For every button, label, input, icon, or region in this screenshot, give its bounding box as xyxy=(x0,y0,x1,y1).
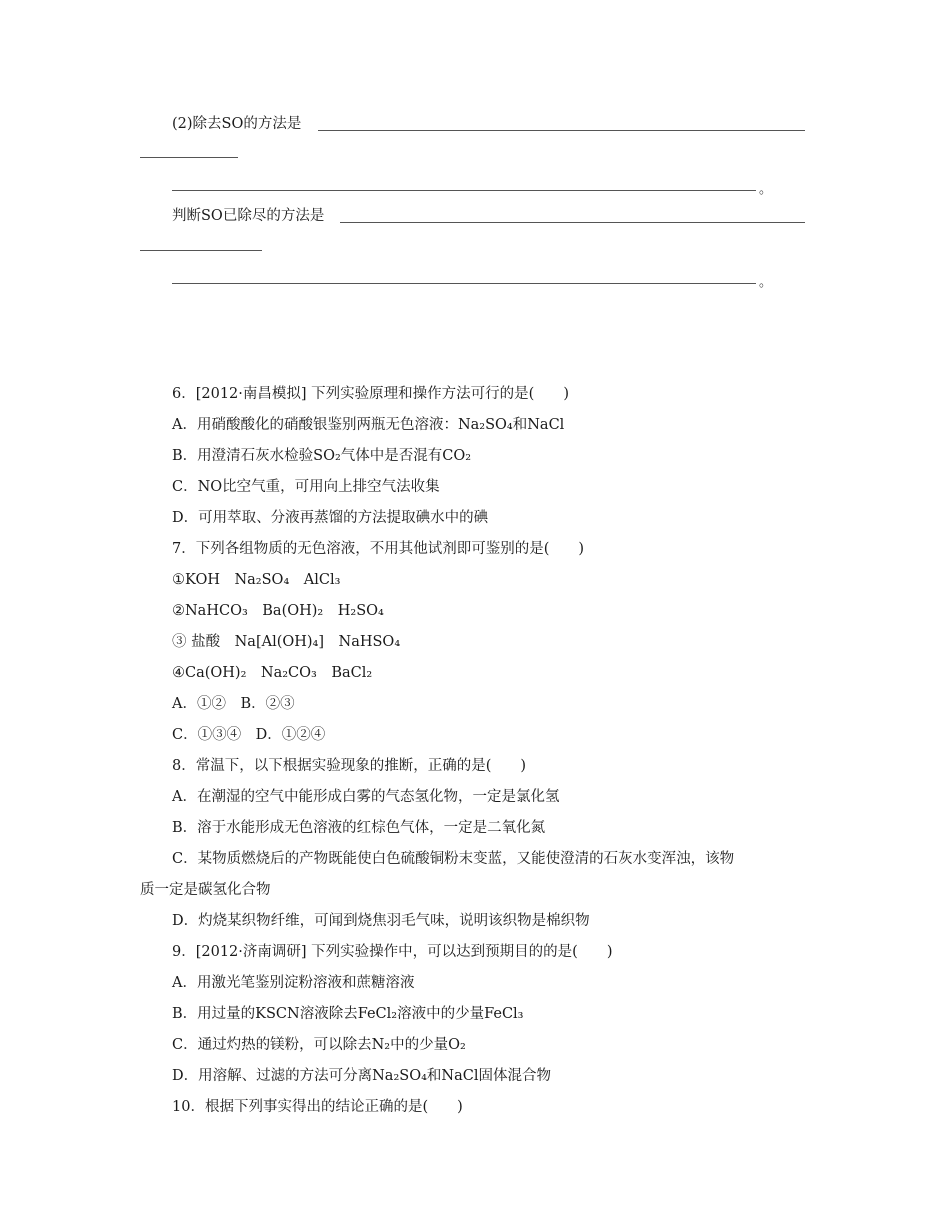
q9-option-a: A．用激光笔鉴别淀粉溶液和蔗糖溶液 xyxy=(172,975,415,991)
question-9-stem: 9．[2012·济南调研] 下列实验操作中，可以达到预期目的的是( ) xyxy=(172,944,613,960)
part2-label-1: (2)除去SO的方法是 xyxy=(172,116,302,132)
q8-option-b: B．溶于水能形成无色溶液的红棕色气体，一定是二氧化氮 xyxy=(172,820,546,836)
question-10-stem: 10．根据下列事实得出的结论正确的是( ) xyxy=(172,1099,463,1115)
q8-option-c: C．某物质燃烧后的产物既能使白色硫酸铜粉末变蓝，又能使澄清的石灰水变浑浊，该物 xyxy=(172,851,735,867)
q7-group-3: ③ 盐酸 Na[Al(OH)₄] NaHSO₄ xyxy=(172,634,401,650)
q6-option-a: A．用硝酸酸化的硝酸银鉴别两瓶无色溶液：Na₂SO₄和NaCl xyxy=(172,417,565,433)
answer-blank[interactable] xyxy=(172,190,756,191)
q6-option-d: D．可用萃取、分液再蒸馏的方法提取碘水中的碘 xyxy=(172,510,489,526)
answer-blank[interactable] xyxy=(140,250,262,251)
question-6-stem: 6．[2012·南昌模拟] 下列实验原理和操作方法可行的是( ) xyxy=(172,386,569,402)
q9-option-d: D．用溶解、过滤的方法可分离Na₂SO₄和NaCl固体混合物 xyxy=(172,1068,551,1084)
q9-option-b: B．用过量的KSCN溶液除去FeCl₂溶液中的少量FeCl₃ xyxy=(172,1006,524,1022)
q7-group-1: ①KOH Na₂SO₄ AlCl₃ xyxy=(172,572,341,588)
question-8-stem: 8．常温下，以下根据实验现象的推断，正确的是( ) xyxy=(172,758,527,774)
answer-blank[interactable] xyxy=(140,157,238,158)
q7-options-ab: A．①② B．②③ xyxy=(172,696,295,712)
q8-option-d: D．灼烧某织物纤维，可闻到烧焦羽毛气味，说明该织物是棉织物 xyxy=(172,913,590,929)
q6-option-c: C．NO比空气重，可用向上排空气法收集 xyxy=(172,479,440,495)
q7-options-cd: C．①③④ D．①②④ xyxy=(172,727,326,743)
question-7-stem: 7．下列各组物质的无色溶液，不用其他试剂即可鉴别的是( ) xyxy=(172,541,585,557)
period-mark: 。 xyxy=(759,182,773,197)
period-mark: 。 xyxy=(759,275,773,290)
answer-blank[interactable] xyxy=(172,283,756,284)
answer-blank[interactable] xyxy=(318,130,805,131)
answer-blank[interactable] xyxy=(340,222,805,223)
q8-option-c-continued: 质一定是碳氢化合物 xyxy=(140,882,271,898)
q9-option-c: C．通过灼热的镁粉，可以除去N₂中的少量O₂ xyxy=(172,1037,466,1053)
q7-group-4: ④Ca(OH)₂ Na₂CO₃ BaCl₂ xyxy=(172,665,373,681)
part2-label-2: 判断SO已除尽的方法是 xyxy=(172,208,325,224)
q6-option-b: B．用澄清石灰水检验SO₂气体中是否混有CO₂ xyxy=(172,448,472,464)
q7-group-2: ②NaHCO₃ Ba(OH)₂ H₂SO₄ xyxy=(172,603,384,619)
q8-option-a: A．在潮湿的空气中能形成白雾的气态氢化物，一定是氯化氢 xyxy=(172,789,560,805)
